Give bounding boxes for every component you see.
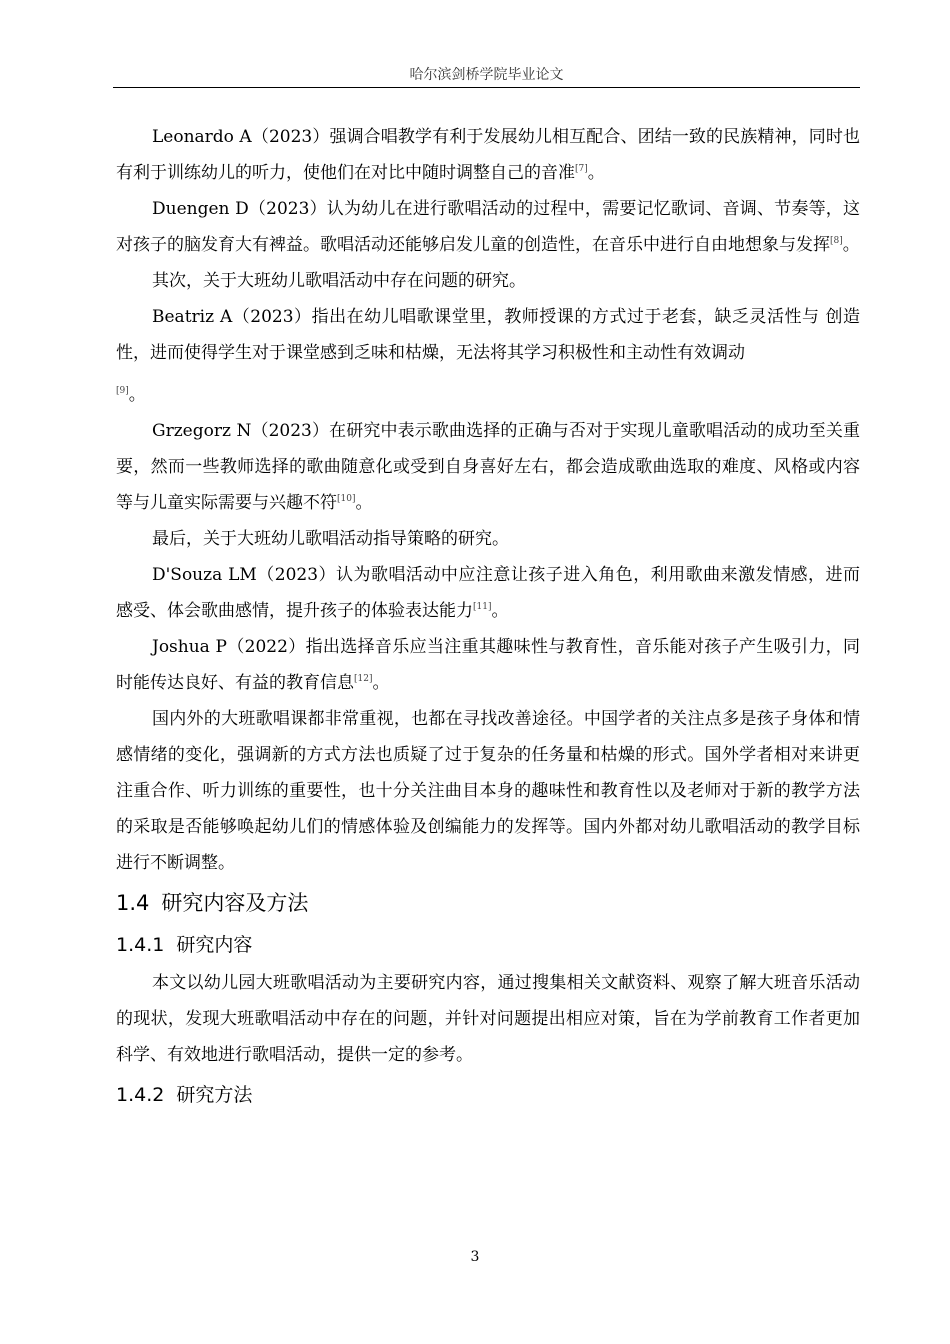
paragraph-leonardo: Leonardo A（2023）强调合唱教学有利于发展幼儿相互配合、团结一致的民族精神，同时也有利于训练幼儿的听力，使他们在对比中随时调整自己的音准[7]。 [116, 127, 860, 183]
citation-11: [11] [473, 602, 492, 612]
paragraph-summary: 国内外的大班歌唱课都非常重视，也都在寻找改善途径。中国学者的关注点多是孩子身体和情感情绪的变化，强调新的方式方法也质疑了过于复杂的任务量和枯燥的形式。国外学者相对来讲更注重合作、听力训练的重要性，也十分关注曲目本身的趣味性和教育性以及老师对于新的教学方法的采取是否能够唤起幼儿们的情感体验及创编能力的发挥等。国内外都对幼儿歌唱活动的教学目标进行不断调整。 [116, 709, 860, 873]
citation-12: [12] [354, 674, 373, 684]
citation-9: [9] [116, 386, 129, 396]
document-body [116, 119, 860, 1115]
paragraph-dsouza: D'Souza LM（2023）认为歌唱活动中应注意让孩子进入角色，利用歌曲来激发情感，进而感受、体会歌曲感情，提升孩子的体验表达能力[11]。 [116, 565, 860, 621]
paragraph-beatriz: Beatriz A（2023）指出在幼儿唱歌课堂里，教师授课的方式过于老套，缺乏灵活性与 创造性，进而使得学生对于课堂感到乏味和枯燥，无法将其学习积极性和主动性有效调动 [116, 307, 860, 363]
page-number: 3 [470, 1249, 480, 1265]
page-header: 哈尔滨剑桥学院毕业论文 [409, 67, 564, 83]
header-divider [113, 87, 860, 88]
paragraph-research-content: 本文以幼儿园大班歌唱活动为主要研究内容，通过搜集相关文献资料、观察了解大班音乐活动的现状，发现大班歌唱活动中存在的问题，并针对问题提出相应对策，旨在为学前教育工作者更加科学、有效地进行歌唱活动，提供一定的参考。 [116, 973, 860, 1065]
paragraph-duengen: Duengen D（2023）认为幼儿在进行歌唱活动的过程中，需要记忆歌词、音调、节奏等，这对孩子的脑发育大有裨益。歌唱活动还能够启发儿童的创造性，在音乐中进行自由地想象与发挥[8]。 [116, 199, 860, 255]
citation-8: [8] [830, 236, 843, 246]
section-heading-1-4-2: 1.4.2 研究方法 [116, 1084, 253, 1106]
paragraph-beatriz-citation: [9]。 [116, 385, 146, 405]
section-heading-1-4: 1.4 研究内容及方法 [116, 891, 309, 915]
paragraph-joshua: Joshua P（2022）指出选择音乐应当注重其趣味性与教育性，音乐能对孩子产生吸引力，同时能传达良好、有益的教育信息[12]。 [116, 637, 860, 693]
citation-10: [10] [337, 494, 356, 504]
citation-7: [7] [575, 164, 588, 174]
paragraph-grzegorz: Grzegorz N（2023）在研究中表示歌曲选择的正确与否对于实现儿童歌唱活动的成功至关重要，然而一些教师选择的歌曲随意化或受到自身喜好左右，都会造成歌曲选取的难度、风格或内容等与儿童实际需要与兴趣不符[10]。 [116, 421, 860, 513]
section-heading-1-4-1: 1.4.1 研究内容 [116, 934, 253, 956]
paragraph-problems-intro: 其次，关于大班幼儿歌唱活动中存在问题的研究。 [152, 271, 526, 291]
paragraph-strategy-intro: 最后，关于大班幼儿歌唱活动指导策略的研究。 [152, 529, 509, 549]
